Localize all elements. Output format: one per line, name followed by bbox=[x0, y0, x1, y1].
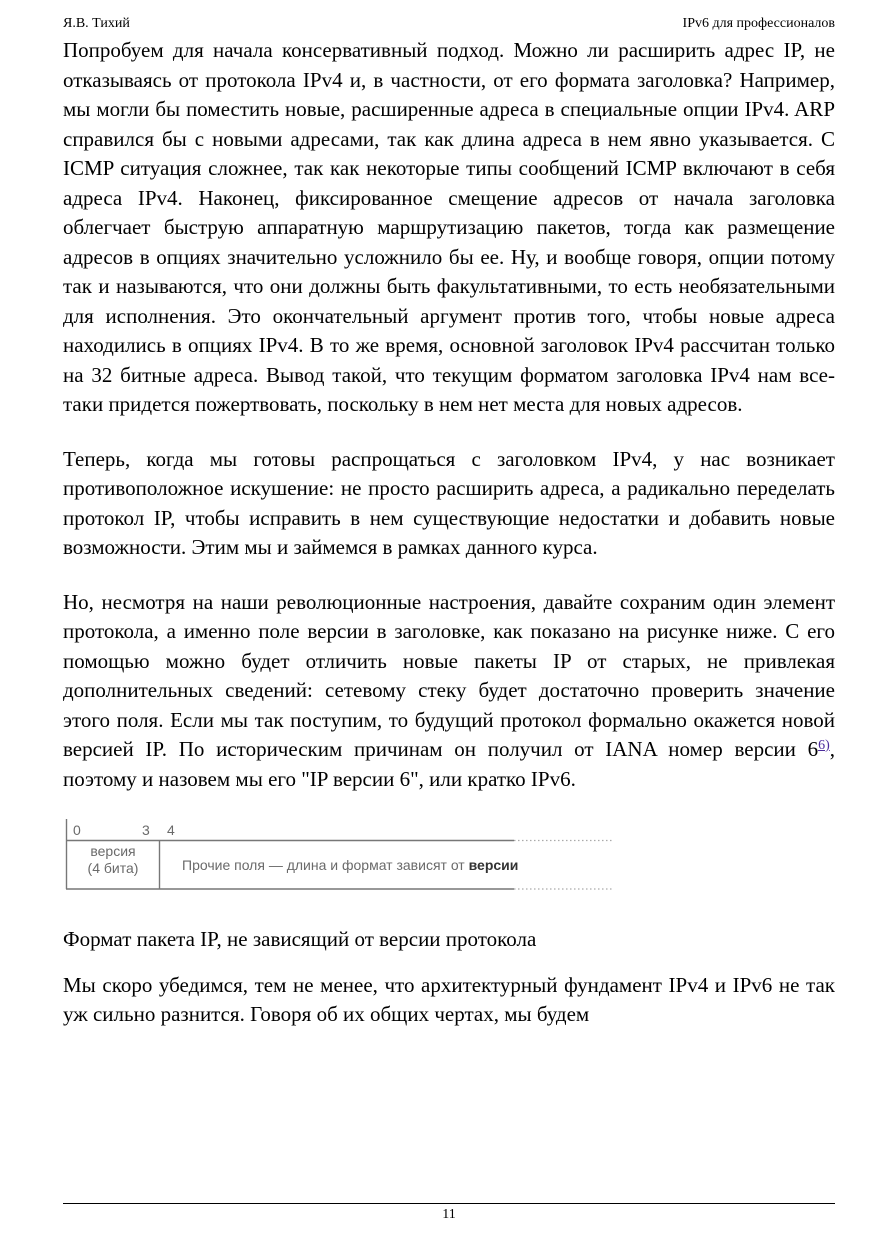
paragraph-redesign: Теперь, когда мы готовы распрощаться с заголовком IPv4, у нас возникает противоположное искушение: не просто расширить адреса, а радикально переделать протокол IP, чтобы исправить в нем существующие недостатки и добавить новые возможности. Этим мы и займемся в рамках данного курса. bbox=[63, 446, 835, 559]
version-field-label: версия bbox=[90, 843, 136, 859]
footer-divider bbox=[63, 1203, 835, 1204]
paragraph-ipv4-options: Попробуем для начала консервативный подход. Можно ли расширить адрес IP, не отказываясь от протокола IPv4 и, в частности, от его формата заголовка? Например, мы могли бы поместить новые, расширенные адреса в специальные опции IPv4. ARP справился бы с новыми адресами, так как длина адреса в нем явно указывается. С ICMP ситуация сложнее, так как некоторые типы сообщений ICMP включают в себя адреса IPv4. Наконец, фиксированное смещение адресов от начала заголовка облегчает быструю аппаратную маршрутизацию пакетов, тогда как размещение адресов в опциях значительно усложнило бы ее. Ну, и вообще говоря, опции потому так и называются, что они должны быть факультативными, то есть необязательными для исполнения. Это окончательный аргумент против того, чтобы новые адреса находились в опциях IPv4. В то же время, основной заголовок IPv4 рассчитан только на 32 битные адреса. Вывод такой, что текущим форматом заголовка IPv4 нам все-таки придется пожертвовать, поскольку в нем нет места для новых адресов. bbox=[63, 38, 835, 416]
figure-caption: Формат пакета IP, не зависящий от версии протокола bbox=[63, 927, 537, 951]
header-book-title: IPv6 для профессионалов bbox=[682, 16, 835, 31]
bit-label-3: 3 bbox=[142, 822, 150, 838]
other-fields-label-bold: версии bbox=[468, 857, 519, 873]
bit-label-0: 0 bbox=[73, 822, 81, 838]
paragraph-common-foundation: Мы скоро убедимся, тем не менее, что архитектурный фундамент IPv4 и IPv6 не так уж сильно разнится. Говоря об их общих чертах, мы будем bbox=[63, 972, 835, 1026]
header-author: Я.В. Тихий bbox=[63, 16, 130, 31]
version-field-size: (4 бита) bbox=[87, 860, 139, 876]
bit-label-4: 4 bbox=[167, 822, 175, 838]
ip-packet-format-figure bbox=[64, 819, 624, 897]
paragraph-version-field-text: Но, несмотря на наши революционные настроения, давайте сохраним один элемент протокола, а именно поле версии в заголовке, как показано на рисунке ниже. С его помощью можно будет отличить новые пакеты IP от старых, не привлекая дополнительных сведений: сетевому стеку будет достаточно проверить значение этого поля. Если мы так поступим, то будущий протокол формально окажется новой версией IP. По историческим причинам он получил от IANA номер версии 6 bbox=[63, 589, 835, 761]
version-field-box bbox=[68, 843, 158, 877]
page-number: 11 bbox=[442, 1207, 456, 1222]
other-fields-label: Прочие поля — длина и формат зависят от bbox=[182, 857, 469, 873]
other-fields-box bbox=[182, 857, 518, 874]
paragraph-version-field bbox=[63, 588, 835, 795]
page-body bbox=[63, 36, 835, 1055]
paragraph-version-field-tail: , поэтому и назовем мы его "IP версии 6", или кратко IPv6. bbox=[63, 737, 835, 791]
footnote-link-6[interactable]: 6) bbox=[818, 738, 830, 753]
